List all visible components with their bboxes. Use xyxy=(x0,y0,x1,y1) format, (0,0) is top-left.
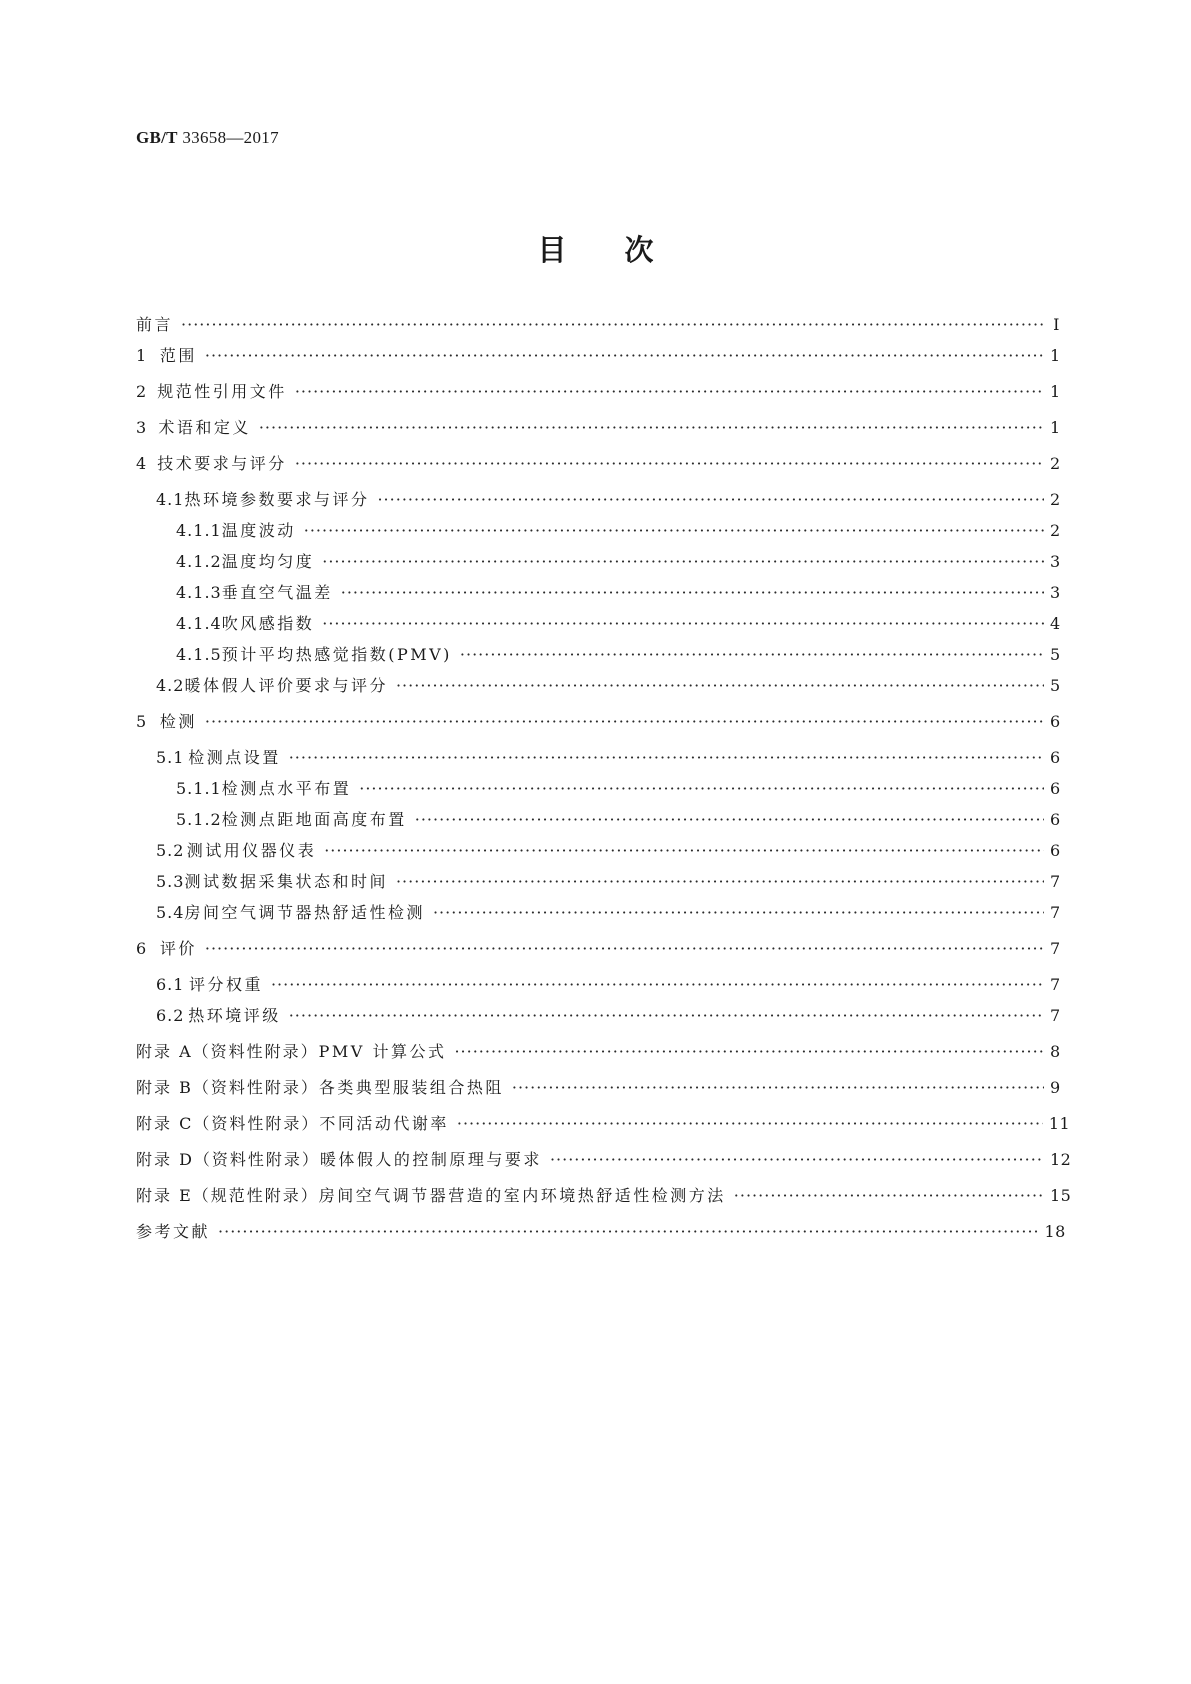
toc-leader-dots xyxy=(322,614,1044,633)
toc-entry-number: 附录 C（资料性附录） xyxy=(136,1114,320,1133)
toc-leader-dots xyxy=(359,779,1044,798)
toc-entry-page: 12 xyxy=(1050,1150,1072,1169)
toc-entry-page: 1 xyxy=(1050,382,1061,401)
toc-leader-dots xyxy=(512,1078,1044,1097)
toc-entry-label: 评价 xyxy=(159,939,197,958)
title-char-2: 次 xyxy=(624,233,654,267)
toc-leader-dots xyxy=(341,583,1044,602)
toc-entry-page: 6 xyxy=(1050,712,1061,731)
toc-entry-page: 5 xyxy=(1050,645,1061,664)
toc-leader-dots xyxy=(454,1042,1044,1061)
toc-entry-5-1[interactable] xyxy=(156,745,1060,768)
toc-entry-6[interactable] xyxy=(136,936,1060,959)
toc-leader-dots xyxy=(295,382,1044,401)
toc-entry-page: 18 xyxy=(1044,1222,1066,1241)
toc-entry-number: 6.1 xyxy=(156,975,185,994)
toc-entry-page: 7 xyxy=(1050,975,1061,994)
toc-leader-dots xyxy=(271,975,1044,994)
toc-leader-dots xyxy=(295,454,1044,473)
toc-entry-appendix-b[interactable] xyxy=(136,1075,1060,1098)
toc-entry-page: 4 xyxy=(1050,614,1061,633)
toc-entry-page: 15 xyxy=(1050,1186,1072,1205)
toc-entry-foreword[interactable] xyxy=(136,312,1060,335)
toc-entry-label: 测试用仪器仪表 xyxy=(186,841,317,860)
standard-code: 33658—2017 xyxy=(177,128,279,147)
toc-entry-4-1-3[interactable] xyxy=(176,580,1060,603)
toc-entry-number: 附录 B（资料性附录） xyxy=(136,1078,319,1097)
toc-entry-4-1[interactable] xyxy=(156,487,1060,510)
toc-entry-5[interactable] xyxy=(136,709,1060,732)
page-title xyxy=(0,228,1191,269)
toc-entry-label: 检测点设置 xyxy=(188,748,281,767)
toc-leader-dots xyxy=(415,810,1044,829)
toc-leader-dots xyxy=(433,903,1044,922)
toc-entry-number: 4.1.1 xyxy=(176,521,222,540)
toc-entry-page: 7 xyxy=(1050,1006,1061,1025)
toc-entry-number: 2 xyxy=(136,382,148,401)
toc-entry-4-2[interactable] xyxy=(156,673,1060,696)
toc-entry-page: 7 xyxy=(1050,939,1061,958)
toc-entry-appendix-d[interactable] xyxy=(136,1147,1072,1170)
toc-entry-label: 参考文献 xyxy=(136,1222,211,1241)
toc-entry-label: 预计平均热感觉指数(PMV) xyxy=(221,645,452,664)
toc-entry-page: 3 xyxy=(1050,552,1061,571)
toc-entry-page: 7 xyxy=(1050,903,1061,922)
toc-entry-number: 4.2 xyxy=(156,676,185,695)
toc-entry-number: 4.1.2 xyxy=(176,552,222,571)
toc-entry-4-1-4[interactable] xyxy=(176,611,1060,634)
toc-entry-number: 附录 A（资料性附录） xyxy=(136,1042,319,1061)
toc-entry-number: 6 xyxy=(136,939,148,958)
toc-entry-5-2[interactable] xyxy=(156,838,1060,861)
standard-prefix: GB/T xyxy=(136,128,178,147)
toc-entry-1[interactable] xyxy=(136,343,1060,366)
toc-entry-number: 4.1.5 xyxy=(176,645,222,664)
toc-leader-dots xyxy=(377,490,1044,509)
toc-entry-page: 2 xyxy=(1050,521,1061,540)
toc-leader-dots xyxy=(205,346,1044,365)
toc-entry-number: 5.2 xyxy=(156,841,185,860)
toc-entry-label: 垂直空气温差 xyxy=(221,583,333,602)
toc-leader-dots xyxy=(218,1222,1038,1241)
toc-entry-number: 5.1.1 xyxy=(176,779,222,798)
toc-leader-dots xyxy=(289,748,1044,767)
toc-leader-dots xyxy=(304,521,1044,540)
toc-leader-dots xyxy=(457,1114,1043,1133)
toc-entry-5-3[interactable] xyxy=(156,869,1060,892)
toc-entry-label: 不同活动代谢率 xyxy=(319,1114,449,1133)
toc-entry-label: 测试数据采集状态和时间 xyxy=(184,872,388,891)
toc-entry-label: 吹风感指数 xyxy=(221,614,315,633)
toc-entry-page: 6 xyxy=(1050,779,1061,798)
toc-entry-number: 附录 D（资料性附录） xyxy=(136,1150,320,1169)
toc-entry-label: 评分权重 xyxy=(188,975,263,994)
toc-leader-dots xyxy=(460,645,1044,664)
toc-entry-page: 3 xyxy=(1050,583,1061,602)
toc-entry-page: 8 xyxy=(1050,1042,1061,1061)
toc-entry-5-4[interactable] xyxy=(156,900,1060,923)
toc-entry-4[interactable] xyxy=(136,451,1060,474)
toc-leader-dots xyxy=(396,872,1044,891)
toc-entry-number: 5.1.2 xyxy=(176,810,222,829)
toc-entry-label: 术语和定义 xyxy=(158,418,251,437)
toc-entry-3[interactable] xyxy=(136,415,1060,438)
toc-entry-label: 各类典型服装组合热阻 xyxy=(318,1078,504,1097)
toc-leader-dots xyxy=(324,841,1044,860)
toc-leader-dots xyxy=(734,1186,1044,1205)
toc-leader-dots xyxy=(181,315,1044,334)
standard-number xyxy=(136,128,279,148)
toc-entry-label: 暖体假人评价要求与评分 xyxy=(184,676,388,695)
toc-entry-page: 2 xyxy=(1050,490,1061,509)
toc-leader-dots xyxy=(205,939,1044,958)
toc-entry-4-1-1[interactable] xyxy=(176,518,1060,541)
toc-entry-6-2[interactable] xyxy=(156,1003,1060,1026)
toc-entry-label: 检测点水平布置 xyxy=(221,779,352,798)
toc-entry-page: 5 xyxy=(1050,676,1061,695)
toc-entry-references[interactable] xyxy=(136,1219,1066,1242)
toc-entry-number: 4 xyxy=(136,454,148,473)
toc-entry-page: 6 xyxy=(1050,748,1061,767)
toc-entry-appendix-a[interactable] xyxy=(136,1039,1060,1062)
toc-entry-4-1-5[interactable] xyxy=(176,642,1060,665)
toc-entry-number: 5.1 xyxy=(156,748,185,767)
toc-entry-label: 温度波动 xyxy=(221,521,296,540)
toc-leader-dots xyxy=(550,1150,1044,1169)
toc-entry-page: 1 xyxy=(1050,346,1061,365)
toc-leader-dots xyxy=(205,712,1044,731)
toc-entry-label: 范围 xyxy=(159,346,197,365)
toc-leader-dots xyxy=(289,1006,1044,1025)
toc-entry-label: 技术要求与评分 xyxy=(157,454,287,473)
toc-entry-page: 9 xyxy=(1050,1078,1061,1097)
toc-entry-5-1-1[interactable] xyxy=(176,776,1060,799)
toc-entry-number: 4.1 xyxy=(156,490,185,509)
toc-entry-number: 6.2 xyxy=(156,1006,185,1025)
toc-entry-label: 检测 xyxy=(159,712,197,731)
toc-entry-label: 前言 xyxy=(136,315,174,334)
toc-entry-page: 1 xyxy=(1050,418,1061,437)
title-char-1: 目 xyxy=(537,233,567,267)
toc-entry-label: PMV 计算公式 xyxy=(318,1042,447,1061)
toc-entry-label: 规范性引用文件 xyxy=(157,382,287,401)
toc-entry-page: 2 xyxy=(1050,454,1061,473)
toc-entry-label: 热环境评级 xyxy=(188,1006,281,1025)
toc-entry-number: 1 xyxy=(136,346,148,365)
toc-leader-dots xyxy=(322,552,1044,571)
toc-entry-5-1-2[interactable] xyxy=(176,807,1060,830)
toc-entry-number: 5 xyxy=(136,712,148,731)
toc-leader-dots xyxy=(396,676,1044,695)
toc-entry-2[interactable] xyxy=(136,379,1060,402)
toc-entry-page: Ⅰ xyxy=(1053,315,1060,334)
toc-entry-page: 7 xyxy=(1050,872,1061,891)
toc-entry-label: 热环境参数要求与评分 xyxy=(184,490,370,509)
toc-entry-page: 6 xyxy=(1050,810,1061,829)
toc-entry-appendix-c[interactable] xyxy=(136,1111,1071,1134)
toc-entry-page: 11 xyxy=(1048,1114,1071,1133)
toc-entry-label: 检测点距地面高度布置 xyxy=(221,810,407,829)
toc-entry-number: 5.3 xyxy=(156,872,185,891)
toc-entry-4-1-2[interactable] xyxy=(176,549,1060,572)
toc-entry-number: 4.1.3 xyxy=(176,583,222,602)
toc-entry-label: 房间空气调节器热舒适性检测 xyxy=(184,903,425,922)
toc-entry-6-1[interactable] xyxy=(156,972,1060,995)
toc-leader-dots xyxy=(259,418,1044,437)
toc-entry-number: 附录 E（规范性附录） xyxy=(136,1186,319,1205)
toc-entry-page: 6 xyxy=(1050,841,1061,860)
toc-entry-label: 暖体假人的控制原理与要求 xyxy=(319,1150,542,1169)
toc-entry-appendix-e[interactable] xyxy=(136,1183,1072,1206)
toc-entry-number: 5.4 xyxy=(156,903,185,922)
toc-entry-label: 房间空气调节器营造的室内环境热舒适性检测方法 xyxy=(318,1186,726,1205)
toc-entry-number: 3 xyxy=(136,418,148,437)
toc-entry-number: 4.1.4 xyxy=(176,614,222,633)
toc-entry-label: 温度均匀度 xyxy=(221,552,315,571)
